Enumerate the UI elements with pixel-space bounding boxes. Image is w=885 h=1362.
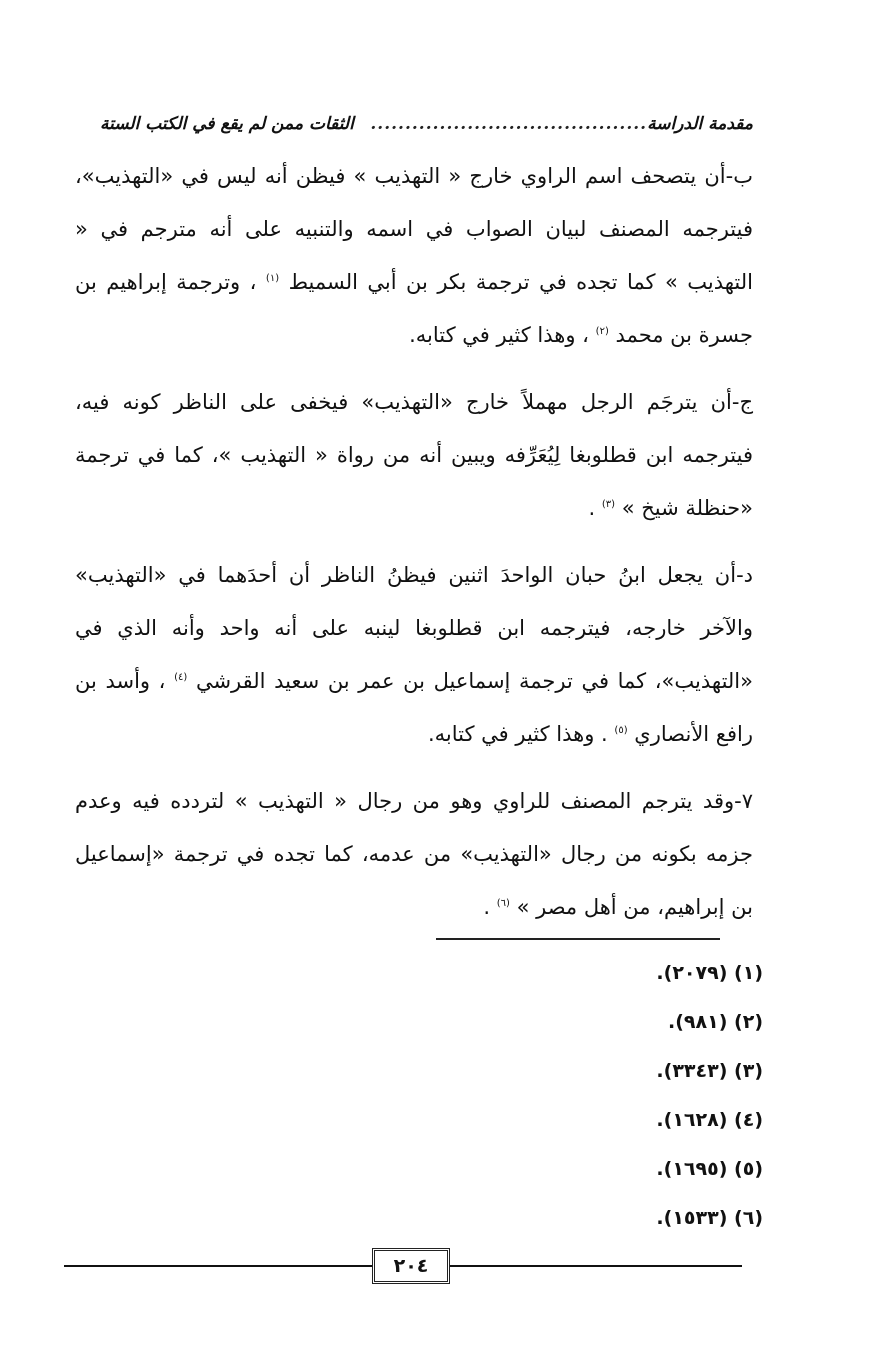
page-number: ٢٠٤ xyxy=(372,1248,450,1284)
paragraph-text: د-أن يجعل ابنُ حبان الواحدَ اثنين فيظنُ الناظر أن أحدَهما في «التهذيب» والآخر خارجه، فيترجمه ابن قطلوبغا لينبه على أنه واحد وأنه الذي في «التهذيب»، كما في ترجمة إسماعيل بن عمر بن سعيد القرشي xyxy=(75,563,753,693)
running-header xyxy=(100,100,753,134)
paragraph-text: ج-أن يترجَم الرجل مهملاً خارج «التهذيب» فيخفى على الناظر كونه فيه، فيترجمه ابن قطلوبغا لِيُعَرِّفه ويبين أنه من رواة « التهذيب »، كما في ترجمة «حنظلة شيخ » xyxy=(75,390,753,520)
footnote-ref: (٦) xyxy=(496,898,510,909)
paragraph-text: ، وهذا كثير في كتابه. xyxy=(409,323,589,347)
section-title: مقدمة الدراسة xyxy=(647,114,753,134)
paragraph-text: . xyxy=(588,496,596,520)
paragraph-b xyxy=(75,150,753,362)
footnote-divider xyxy=(436,938,720,940)
footer-rule-left xyxy=(64,1265,372,1267)
paragraph-text: ، وأسد بن رافع الأنصاري xyxy=(75,669,753,746)
main-text xyxy=(75,150,753,948)
footnote-item: (٣) (٣٣٤٣). xyxy=(656,1060,763,1082)
header-dots: ........................................ xyxy=(370,114,648,134)
footnote-item: (٦) (١٥٣٣). xyxy=(656,1207,763,1229)
paragraph-text: ، وترجمة إبراهيم بن جسرة بن محمد xyxy=(75,270,753,347)
paragraph-text: . وهذا كثير في كتابه. xyxy=(427,722,608,746)
footnote-ref: (٥) xyxy=(614,725,628,736)
footnote-ref: (٢) xyxy=(595,326,609,337)
footnote-item: (٢) (٩٨١). xyxy=(668,1011,763,1033)
paragraph-j xyxy=(75,376,753,535)
footnote-ref: (٤) xyxy=(174,672,188,683)
paragraph-text: . xyxy=(483,895,491,919)
footnote-item: (٥) (١٦٩٥). xyxy=(656,1158,763,1180)
footnote-item: (٤) (١٦٢٨). xyxy=(656,1109,763,1131)
footer-rule-right xyxy=(450,1265,742,1267)
footnote-ref: (٣) xyxy=(601,499,616,510)
footnote-ref: (١) xyxy=(265,273,280,284)
book-title: الثقات ممن لم يقع في الكتب الستة xyxy=(100,114,354,134)
paragraph-text: ب-أن يتصحف اسم الراوي خارج « التهذيب » فيظن أنه ليس في «التهذيب»، فيترجمه المصنف لبيان الصواب في اسمه والتنبيه على أنه مترجم في « التهذيب » كما تجده في ترجمة بكر بن أبي السميط xyxy=(75,164,754,294)
footnote-item: (١) (٢٠٧٩). xyxy=(656,962,763,984)
footnotes-list xyxy=(656,954,763,1248)
paragraph-7 xyxy=(75,775,753,934)
paragraph-text: ٧-وقد يترجم المصنف للراوي وهو من رجال « التهذيب » لتردده فيه وعدم جزمه بكونه من رجال «التهذيب» من عدمه، كما تجده في ترجمة «إسماعيل بن إبراهيم، من أهل مصر » xyxy=(75,789,753,919)
paragraph-d xyxy=(75,549,753,761)
